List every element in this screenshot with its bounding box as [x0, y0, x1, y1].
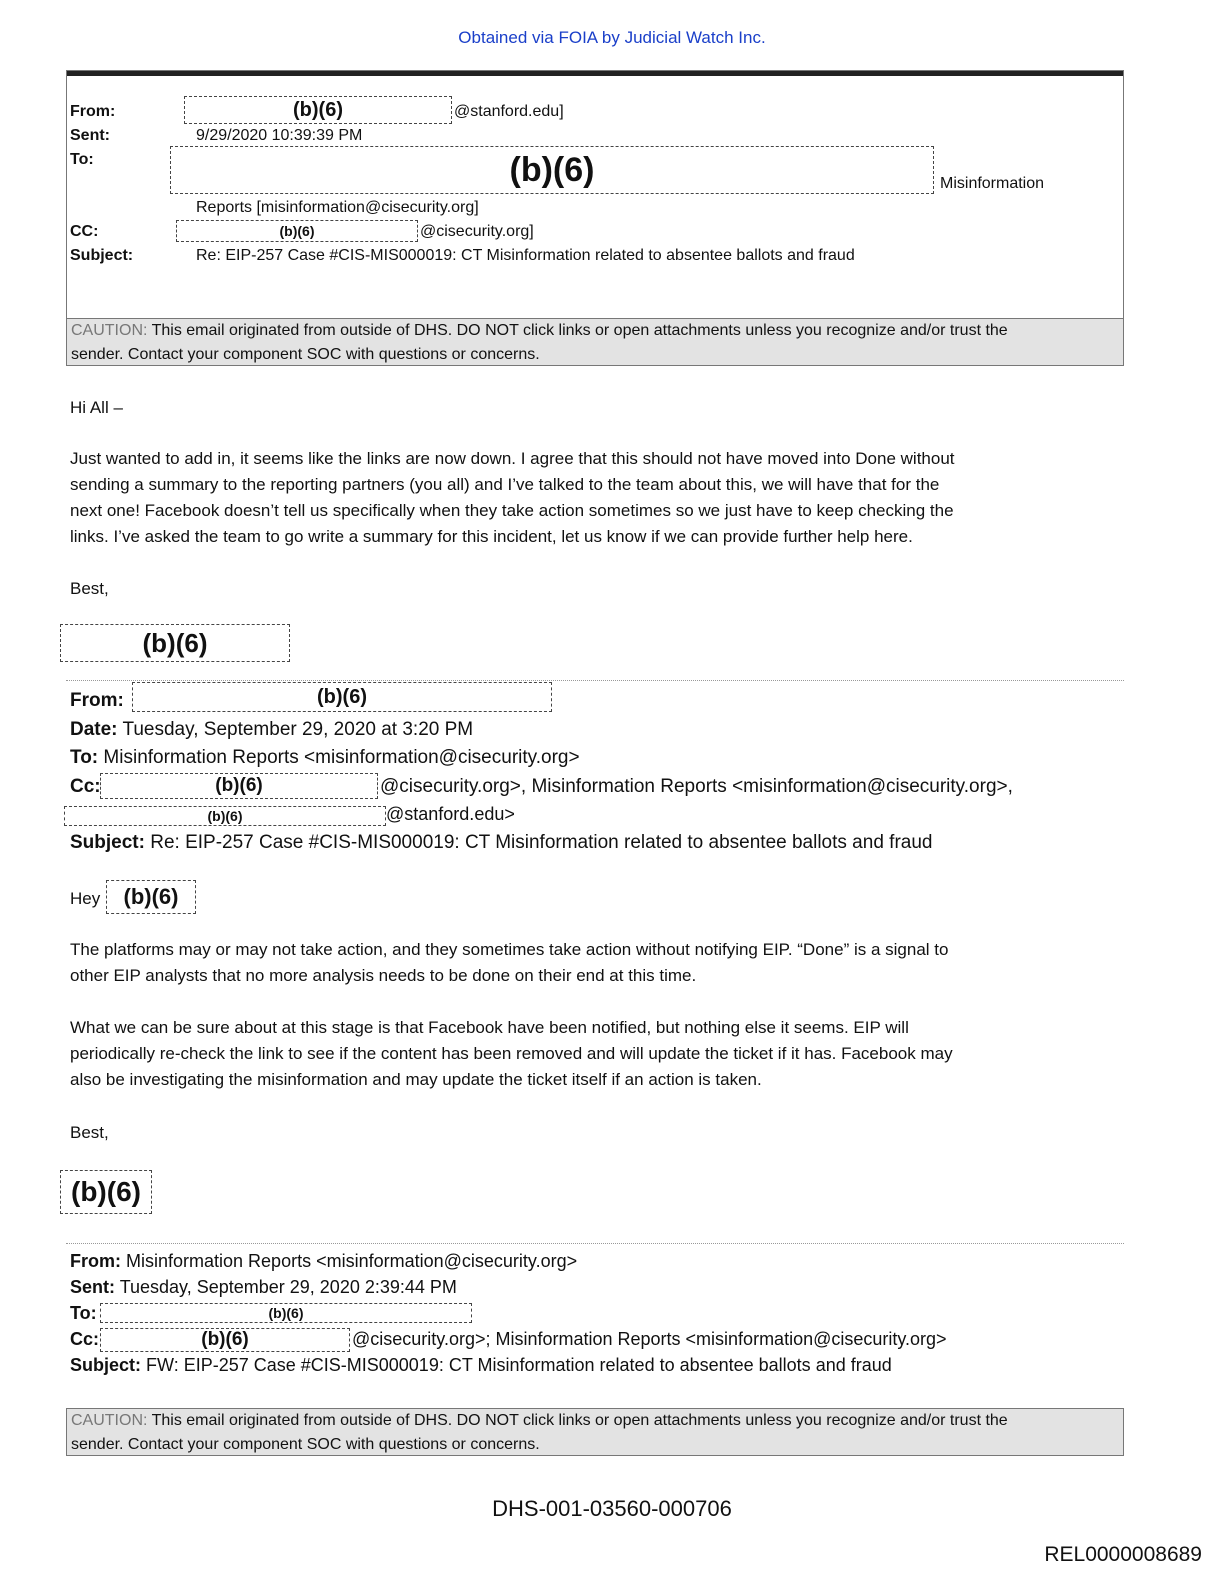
email2-cc-line2: @stanford.edu> — [386, 804, 515, 824]
email2-greeting: Hey — [70, 889, 101, 908]
email3-to-label: To: — [70, 1303, 97, 1323]
email2-date-value: Tuesday, September 29, 2020 at 3:20 PM — [122, 719, 474, 740]
redaction-box — [176, 220, 418, 242]
email2-closing: Best, — [70, 1123, 109, 1142]
caution-label: CAUTION: — [71, 1412, 148, 1429]
paragraph-line: also be investigating the misinformation and may update the ticket itself if an action is taken. — [70, 1070, 762, 1089]
caution-text-line2: sender. Contact your component SOC with questions or concerns. — [71, 346, 540, 363]
redaction-code: (b)(6) — [268, 1305, 304, 1321]
email1-to-label: To: — [70, 151, 94, 168]
caution-banner — [66, 1408, 1124, 1456]
redaction-box — [100, 1328, 350, 1352]
email2-cc-value: @cisecurity.org>, Misinformation Reports <misinformation@cisecurity.org>, — [380, 776, 1013, 797]
paragraph-line: The platforms may or may not take action, and they sometimes take action without notifying EIP. “Done” is a signal to — [70, 940, 949, 959]
redaction-code: (b)(6) — [142, 627, 208, 658]
email2-paragraph — [70, 1015, 953, 1093]
redaction-box — [170, 146, 934, 194]
email2-subject-value: Re: EIP-257 Case #CIS-MIS000019: CT Misinformation related to absentee ballots and fraud — [150, 832, 933, 853]
redaction-code: (b)(6) — [123, 884, 179, 909]
email2-paragraph — [70, 937, 948, 989]
email2-date-line: Date: Tuesday, September 29, 2020 at 3:20 PM — [70, 719, 474, 740]
caution-banner — [66, 318, 1124, 366]
email2-cc-label: Cc: — [70, 776, 101, 797]
redaction-box — [100, 1303, 472, 1323]
redaction-box — [106, 880, 196, 914]
header-top-rule — [67, 71, 1123, 76]
redaction-code: (b)(6) — [71, 1176, 141, 1207]
caution-text-line1: This email originated from outside of DHS. DO NOT click links or open attachments unless you recognize and/or trust the — [151, 1412, 1008, 1429]
paragraph-line: Just wanted to add in, it seems like the links are now down. I agree that this should not have moved into Done without — [70, 449, 955, 468]
email2-to-value: Misinformation Reports <misinformation@cisecurity.org> — [103, 747, 580, 768]
redaction-code: (b)(6) — [509, 150, 595, 189]
redaction-box — [132, 682, 552, 712]
email1-cc-value: @cisecurity.org] — [420, 223, 534, 240]
email3-sent-line: Sent: Tuesday, September 29, 2020 2:39:44 PM — [70, 1277, 457, 1297]
signature-redaction — [60, 1170, 152, 1214]
caution-label: CAUTION: — [71, 322, 148, 339]
redaction-box — [184, 96, 452, 124]
email1-from-value: @stanford.edu] — [454, 103, 564, 120]
redaction-code: (b)(6) — [317, 685, 367, 708]
redaction-code: (b)(6) — [279, 223, 315, 239]
email1-to-suffix: Misinformation — [940, 175, 1045, 192]
email3-from-value: Misinformation Reports <misinformation@cisecurity.org> — [126, 1251, 578, 1271]
redaction-code: (b)(6) — [293, 98, 343, 121]
redaction-box — [100, 773, 378, 799]
redaction-box — [64, 806, 386, 826]
email1-sent-label: Sent: — [70, 127, 110, 144]
redaction-code: (b)(6) — [215, 775, 263, 796]
email2-subject-line: Subject: Re: EIP-257 Case #CIS-MIS000019: CT Misinformation related to absentee ballots and fraud — [70, 832, 933, 853]
document-id: DHS-001-03560-000706 — [492, 1496, 732, 1521]
email1-to-line2: Reports [misinformation@cisecurity.org] — [196, 199, 479, 216]
email1-paragraph — [70, 446, 955, 550]
email1-from-label: From: — [70, 103, 116, 120]
paragraph-line: links. I’ve asked the team to go write a summary for this incident, let us know if we can provide further help here. — [70, 527, 913, 546]
paragraph-line: other EIP analysts that no more analysis needs to be done on their end at this time. — [70, 966, 697, 985]
email1-cc-label: CC: — [70, 223, 99, 240]
email3-cc-label: Cc: — [70, 1329, 100, 1349]
email3-subject-value: FW: EIP-257 Case #CIS-MIS000019: CT Misinformation related to absentee ballots and fraud — [146, 1355, 892, 1375]
email3-cc-value: @cisecurity.org>; Misinformation Reports <misinformation@cisecurity.org> — [352, 1329, 947, 1349]
foia-banner: Obtained via FOIA by Judicial Watch Inc. — [458, 28, 766, 47]
paragraph-line: periodically re-check the link to see if the content has been removed and will update the ticket if it has. Facebook may — [70, 1044, 953, 1063]
paragraph-line: sending a summary to the reporting partners (you all) and I’ve talked to the team about this, we will have that for the — [70, 475, 940, 494]
email1-closing: Best, — [70, 579, 109, 598]
email3-sent-value: Tuesday, September 29, 2020 2:39:44 PM — [119, 1277, 457, 1297]
redaction-code: (b)(6) — [207, 808, 243, 824]
email2-from-label: From: — [70, 690, 124, 711]
email1-subject-label: Subject: — [70, 247, 134, 264]
email3-subject-line: Subject: FW: EIP-257 Case #CIS-MIS000019: CT Misinformation related to absentee ballots and fraud — [70, 1355, 892, 1375]
redaction-code: (b)(6) — [201, 1329, 249, 1350]
email3-from-line: From: Misinformation Reports <misinformation@cisecurity.org> — [70, 1251, 578, 1271]
email1-greeting: Hi All – — [70, 398, 123, 417]
signature-redaction — [60, 624, 290, 662]
email-separator — [66, 1243, 1124, 1244]
paragraph-line: What we can be sure about at this stage is that Facebook have been notified, but nothing else it seems. EIP will — [70, 1018, 909, 1037]
caution-text-line1: This email originated from outside of DHS. DO NOT click links or open attachments unless you recognize and/or trust the — [151, 322, 1008, 339]
paragraph-line: next one! Facebook doesn’t tell us specifically when they take action sometimes so we just have to keep checking the — [70, 501, 954, 520]
email2-to-line: To: Misinformation Reports <misinformation@cisecurity.org> — [70, 747, 580, 768]
caution-text-line2: sender. Contact your component SOC with questions or concerns. — [71, 1436, 540, 1453]
email1-subject-value: Re: EIP-257 Case #CIS-MIS000019: CT Misinformation related to absentee ballots and fraud — [196, 247, 855, 264]
email1-sent-value: 9/29/2020 10:39:39 PM — [196, 127, 363, 144]
release-id: REL0000008689 — [1044, 1543, 1202, 1566]
email-separator — [66, 680, 1124, 681]
